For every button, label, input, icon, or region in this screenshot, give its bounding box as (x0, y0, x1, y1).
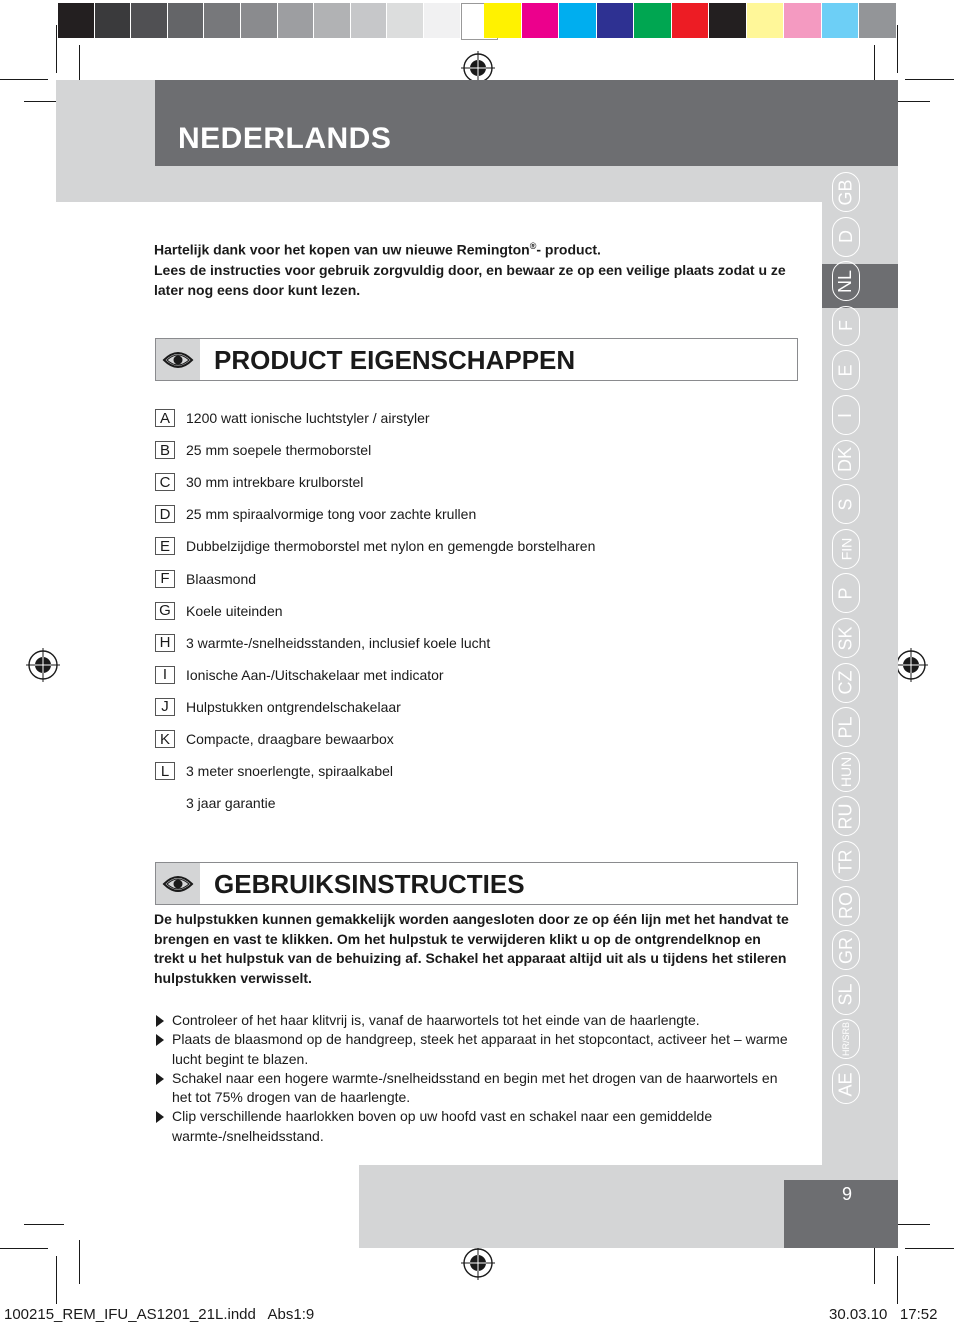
bullet-arrow-icon (156, 1111, 164, 1123)
language-tab-label: FIN (838, 537, 854, 561)
language-tab-tr[interactable] (832, 841, 860, 881)
usage-step-text: Schakel naar een hogere warmte-/snelheidsstand en begin met het drogen van de haarwortels en het tot 75% drogen van de haarlengte. (172, 1069, 778, 1106)
language-tab-cz[interactable] (832, 663, 860, 703)
feature-text: Dubbelzijdige thermoborstel met nylon en gemengde borstelharen (186, 538, 596, 555)
crop-mark (79, 1240, 80, 1284)
feature-text: Hulpstukken ontgrendelschakelaar (186, 698, 401, 715)
color-swatch (597, 3, 634, 38)
gray-swatch (168, 3, 204, 38)
intro-text (154, 236, 794, 300)
feature-text: Ionische Aan-/Uitschakelaar met indicator (186, 666, 444, 683)
feature-text: Blaasmond (186, 570, 257, 587)
feature-letter-box: C (155, 473, 175, 491)
section-header-usage (155, 862, 798, 905)
intro-thanks: Hartelijk dank voor het kopen van uw nieuwe Remington (154, 241, 530, 258)
page-title: NEDERLANDS (178, 122, 392, 155)
feature-item (155, 569, 256, 589)
language-tab-label: S (835, 498, 856, 511)
feature-text: 25 mm spiraalvormige tong voor zachte krullen (186, 506, 477, 523)
crop-mark (0, 79, 48, 80)
usage-step-text: Clip verschillende haarlokken boven op uw hoofd vast en schakel naar een gemiddelde warmte-/snelheidsstand. (172, 1108, 713, 1144)
footer-filename: 100215_REM_IFU_AS1201_21L.indd Abs1:9 (4, 1306, 315, 1323)
crop-mark (0, 1248, 48, 1249)
language-tab-label: RU (835, 803, 856, 830)
gray-swatch (58, 3, 94, 38)
crop-mark (905, 79, 954, 80)
language-tab-label: GR (835, 936, 856, 964)
color-swatch (747, 3, 784, 38)
bullet-arrow-icon (156, 1073, 164, 1085)
language-tab-label: RO (835, 892, 856, 920)
crop-mark (56, 1256, 57, 1304)
crop-mark (56, 25, 57, 73)
language-tab-hr-srb[interactable] (832, 1019, 860, 1059)
feature-item (155, 601, 283, 621)
color-swatch (559, 3, 596, 38)
feature-item (155, 729, 394, 749)
feature-item (155, 408, 430, 428)
bullet-arrow-icon (156, 1015, 164, 1027)
language-tab-label: TR (835, 849, 856, 873)
color-swatch (709, 3, 746, 38)
language-tab-label: F (835, 320, 856, 332)
gray-swatch (95, 3, 131, 38)
language-tab-label: SK (835, 625, 856, 651)
feature-letter-box: K (155, 730, 175, 748)
language-tab-label: SL (835, 983, 856, 1006)
language-tab-label: NL (835, 269, 856, 293)
gray-swatch (314, 3, 350, 38)
gray-swatch (424, 3, 460, 38)
usage-steps (154, 1011, 794, 1146)
language-tab-sl[interactable] (832, 975, 860, 1015)
language-tab-label: GB (835, 178, 856, 206)
color-swatch (822, 3, 859, 38)
header-under-panel (155, 166, 898, 202)
usage-step-text: Plaats de blaasmond op de handgreep, steek het apparaat in het stopcontact, activeer het – warme lucht begint te blazen. (172, 1031, 788, 1067)
usage-step (154, 1011, 794, 1030)
feature-letter-box: A (155, 409, 175, 427)
feature-item (155, 440, 371, 460)
gray-swatch (131, 3, 167, 38)
section-title: PRODUCT EIGENSCHAPPEN (214, 345, 576, 375)
usage-step (154, 1107, 794, 1146)
language-tab-label: D (835, 230, 856, 244)
color-swatch (634, 3, 671, 38)
color-swatch (484, 3, 521, 38)
feature-letter-box: E (155, 537, 175, 555)
color-swatch (859, 3, 896, 38)
crop-mark (897, 25, 898, 73)
language-tab-s[interactable] (832, 484, 860, 524)
language-tab-label: AE (835, 1071, 856, 1097)
language-tab-gr[interactable] (832, 930, 860, 970)
feature-item (155, 761, 393, 781)
gray-swatch (204, 3, 240, 38)
language-tab-label: DK (835, 447, 856, 473)
feature-text: 30 mm intrekbare krulborstel (186, 474, 364, 491)
feature-text: 1200 watt ionische luchtstyler / airstyler (186, 410, 430, 426)
language-tab-pl[interactable] (832, 707, 860, 747)
feature-letter-box: G (155, 602, 175, 620)
language-tab-label: HR/SRB (841, 1022, 852, 1057)
language-tab-d[interactable] (832, 217, 860, 257)
feature-letter-box: B (155, 441, 175, 459)
feature-letter-box: H (155, 634, 175, 652)
left-gray-panel (56, 80, 155, 202)
feature-text: 3 warmte-/snelheidsstanden, inclusief koele lucht (186, 634, 491, 651)
footer-date: 30.03.10 17:52 (829, 1306, 938, 1323)
language-tab-p[interactable] (832, 573, 860, 613)
language-tab-label: HUN (838, 756, 854, 787)
page-number: 9 (841, 1184, 852, 1204)
feature-letter-box: J (155, 698, 175, 716)
gray-swatch (278, 3, 314, 38)
language-tab-ro[interactable] (832, 886, 860, 926)
usage-step (154, 1069, 794, 1108)
usage-step-text: Controleer of het haar klitvrij is, vanaf de haarwortels tot het einde van de haarlengte. (172, 1012, 700, 1028)
feature-item (155, 665, 444, 685)
gray-swatch (241, 3, 277, 38)
feature-item (155, 697, 401, 717)
feature-letter-box: F (155, 570, 175, 588)
language-tab-label: E (835, 364, 856, 377)
language-tab-nl[interactable] (832, 261, 860, 301)
intro-instructions: Lees de instructies voor gebruik zorgvuldig door, en bewaar ze op een veilige plaats zodat u ze later nog eens door kunt lezen. (154, 261, 786, 298)
language-tab-i[interactable] (832, 395, 860, 435)
section-header-features (155, 338, 798, 381)
eye-icon (156, 339, 200, 380)
feature-text: 25 mm soepele thermoborstel (186, 442, 372, 459)
feature-letter-box: I (155, 666, 175, 684)
feature-item (155, 633, 490, 653)
feature-text: Compacte, draagbare bewaarbox (186, 731, 394, 747)
language-tab-label: CZ (835, 670, 856, 695)
warranty-text: 3 jaar garantie (186, 795, 276, 811)
feature-letter-box: L (155, 762, 175, 780)
language-tab-sk[interactable] (832, 618, 860, 658)
language-tab-f[interactable] (832, 306, 860, 346)
feature-letter-box: D (155, 505, 175, 523)
feature-text: 3 meter snoerlengte, spiraalkabel (186, 763, 394, 780)
language-tab-hun[interactable] (832, 752, 860, 792)
crop-mark (897, 1256, 898, 1304)
feature-item (155, 536, 595, 556)
language-tab-e[interactable] (832, 350, 860, 390)
language-tab-label: PL (835, 716, 856, 739)
gray-swatch (351, 3, 387, 38)
gray-swatch (387, 3, 423, 38)
registration-mark-icon (461, 1246, 495, 1280)
eye-icon (156, 863, 200, 904)
registration-mark-icon (894, 648, 928, 682)
intro-thanks-end: - product. (536, 241, 601, 258)
feature-text: Koele uiteinden (186, 602, 283, 619)
language-tab-dk[interactable] (832, 440, 860, 480)
registration-mark-icon (26, 648, 60, 682)
language-tab-ae[interactable] (832, 1064, 860, 1104)
usage-step (154, 1030, 794, 1069)
language-tab-gb[interactable] (832, 172, 860, 212)
color-swatch (672, 3, 709, 38)
feature-item (155, 504, 476, 524)
language-tab-label: I (835, 412, 856, 418)
color-swatch (522, 3, 559, 38)
usage-intro: De hulpstukken kunnen gemakkelijk worden aangesloten door ze op één lijn met het handvat te brengen en vast te klikken. Om het hulpstuk te verwijderen klikt u op de ontgrendelknop en trekt u het hulpstuk van de behuizing af. Schakel het apparaat altijd uit als u tijdens het stileren hulpstukken verwisselt. (154, 911, 789, 986)
color-swatch (784, 3, 821, 38)
language-tab-ru[interactable] (832, 796, 860, 836)
crop-mark (24, 1224, 64, 1225)
language-tab-fin[interactable] (832, 529, 860, 569)
language-tab-label: P (835, 587, 856, 600)
crop-mark (905, 1248, 954, 1249)
feature-item (155, 472, 363, 492)
registered-mark: ® (529, 241, 537, 251)
bullet-arrow-icon (156, 1034, 164, 1046)
section-title: GEBRUIKSINSTRUCTIES (214, 869, 525, 899)
